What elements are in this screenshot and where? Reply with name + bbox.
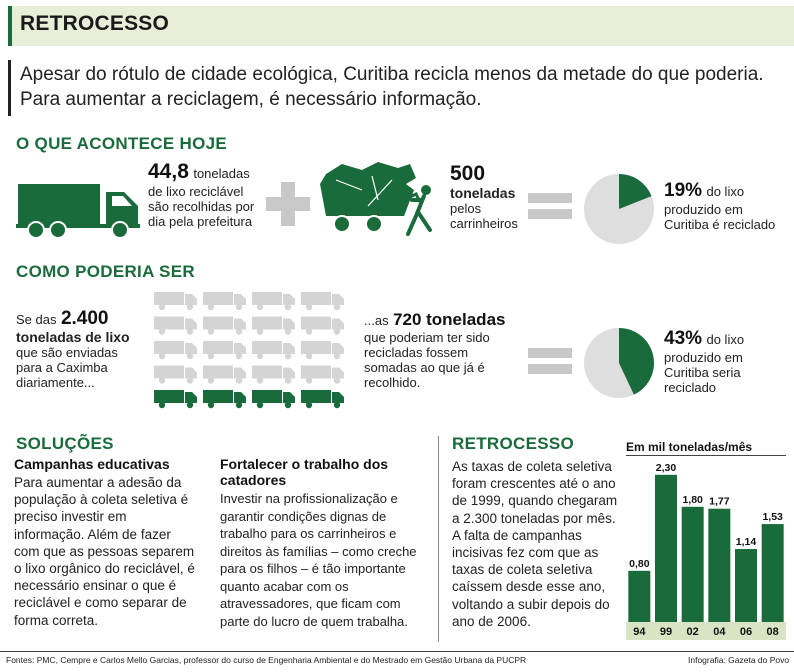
- today-pct-line-3: Curitiba é reciclado: [664, 217, 776, 232]
- x-tick-02: 02: [686, 626, 699, 638]
- retro-line-8: caíssem desde esse ano,: [452, 579, 606, 595]
- could-pct-line-1: do lixo: [706, 332, 745, 347]
- retro-line-4: a 2.300 toneladas por mês.: [452, 510, 616, 526]
- small-truck-icon-gray: [252, 341, 295, 359]
- could-b-line-1: ...as: [364, 313, 389, 328]
- could-b-line-4: somadas ao que já é: [364, 360, 485, 375]
- small-truck-icon-gray: [154, 292, 197, 310]
- could-b-value: 720 toneladas: [393, 310, 506, 329]
- small-truck-icon-gray: [203, 292, 246, 310]
- section-title-today: O QUE ACONTECE HOJE: [16, 134, 227, 153]
- today-cart-text: [450, 162, 540, 231]
- bar-94: [628, 571, 650, 622]
- solution-1-line-4: informação. Além de fazer: [14, 526, 171, 542]
- bar-02: [682, 507, 704, 622]
- could-a-text: [16, 308, 151, 390]
- retro-line-9: voltando a subir depois do: [452, 596, 610, 612]
- small-truck-icon-gray: [154, 341, 197, 359]
- could-a-line-5: diariamente...: [16, 375, 95, 390]
- small-truck-icon-gray: [203, 341, 246, 359]
- could-a-line-4: para a Caximba: [16, 360, 108, 375]
- could-pct-line-2: produzido em: [664, 350, 743, 365]
- solution-2-line-6: quanto acabar com os: [220, 578, 349, 594]
- cart-line-2: pelos: [450, 201, 482, 216]
- bar-99: [655, 475, 677, 622]
- solution-2-line-1: Investir na profissionalização e: [220, 491, 398, 506]
- solution-1-body: [14, 474, 214, 629]
- cart-line-3: carrinheiros: [450, 216, 518, 231]
- solution-1-line-5: com que as pessoas separem: [14, 543, 195, 559]
- bar-label-06: 1,14: [735, 536, 757, 549]
- solution-2-line-8: parte do lucro de quem trabalha.: [220, 613, 408, 629]
- garbage-truck-icon: [16, 176, 146, 240]
- small-truck-icon-green: [252, 390, 295, 408]
- section-title-retro: RETROCESSO: [452, 434, 575, 453]
- equals-icon: [528, 193, 572, 221]
- could-a-line-1: Se das: [16, 312, 57, 327]
- today-pct-line-2: produzido em: [664, 202, 743, 217]
- retro-line-3: de 1999, quando chegaram: [452, 493, 618, 509]
- solution-1-line-8: reciclável e como separar de: [14, 595, 187, 611]
- truck-line-2: de lixo reciclável: [148, 184, 244, 199]
- could-b-line-5: recolhido.: [364, 375, 421, 390]
- retro-line-1: As taxas de coleta seletiva: [452, 459, 612, 474]
- bar-label-08: 1,53: [762, 511, 783, 524]
- x-tick-08: 08: [766, 626, 779, 638]
- could-pct-line-4: reciclado: [664, 380, 717, 395]
- could-b-line-2: que poderiam ter sido: [364, 330, 490, 345]
- footer-rule: [0, 651, 794, 652]
- small-truck-icon-gray: [301, 317, 344, 335]
- footer-credit: Infografia: Gazeta do Povo: [688, 655, 790, 665]
- retro-line-7: taxas de coleta seletiva: [452, 562, 593, 578]
- retro-line-6: incisivas fez com que as: [452, 545, 599, 561]
- x-tick-94: 94: [633, 626, 646, 638]
- chart-title: Em mil toneladas/mês: [626, 440, 753, 454]
- truck-line-4: dia pela prefeitura: [148, 214, 253, 229]
- retro-line-2: foram crescentes até o ano: [452, 476, 616, 492]
- small-truck-icon-gray: [154, 317, 197, 335]
- cart-unit: toneladas: [450, 185, 516, 201]
- solution-1-line-3: preciso investir em: [14, 509, 127, 525]
- pie-chart-today: [582, 172, 656, 246]
- bar-chart: [626, 458, 786, 642]
- truck-grid: [152, 288, 348, 412]
- footer-sources: Fontes: PMC, Cempre e Carlos Mello Garcias, professor do curso de Engenharia Ambiental e do Mestrado em Gestão Urbana da PUCPR: [6, 655, 527, 665]
- solution-2-body: [220, 490, 430, 630]
- small-truck-icon-gray: [203, 366, 246, 384]
- solution-2-line-2: garantir condições dignas de: [220, 508, 387, 524]
- bar-label-94: 0,80: [629, 557, 650, 570]
- x-tick-06: 06: [739, 626, 753, 638]
- equals-icon-2: [528, 348, 572, 376]
- retro-body: [452, 458, 627, 630]
- cart-value: 500: [450, 162, 486, 185]
- solution-2-line-3: trabalho para os carrinheiros e: [220, 526, 397, 541]
- retro-line-10: ano de 2006.: [452, 613, 531, 629]
- solution-1-line-7: necessário ensinar o que é: [14, 578, 177, 594]
- solution-1-title: Campanhas educativas: [14, 456, 170, 472]
- bar-08: [762, 524, 784, 622]
- small-truck-icon-gray: [301, 341, 344, 359]
- recycling-cart-icon: [312, 160, 442, 244]
- intro-rule: [8, 60, 11, 116]
- solution-2-line-4: direitos às famílias – como creche: [220, 543, 417, 559]
- chart-title-rule: [626, 455, 786, 456]
- x-tick-99: 99: [659, 626, 673, 638]
- bar-label-02: 1,80: [682, 493, 703, 506]
- bar-04: [708, 509, 730, 622]
- x-tick-04: 04: [713, 626, 726, 638]
- could-a-line-2: toneladas de lixo: [16, 329, 130, 345]
- could-b-text: [364, 310, 524, 390]
- small-truck-icon-gray: [252, 317, 295, 335]
- small-truck-icon-gray: [252, 292, 295, 310]
- page-title: RETROCESSO: [20, 12, 170, 35]
- section-title-could: COMO PODERIA SER: [16, 262, 195, 281]
- could-a-line-3: que são enviadas: [16, 345, 118, 360]
- section-title-solutions: SOLUÇÕES: [16, 434, 114, 453]
- solution-2-line-7: atravessadores, que ficam com: [220, 596, 401, 611]
- could-pct-text: [664, 328, 794, 395]
- solution-1-line-9: forma correta.: [14, 612, 99, 628]
- small-truck-icon-gray: [301, 292, 344, 310]
- pie-chart-could: [582, 326, 656, 400]
- column-divider: [438, 436, 439, 642]
- today-pct-line-1: do lixo: [706, 184, 745, 199]
- small-truck-icon-green: [154, 390, 197, 408]
- truck-line-3: são recolhidas por: [148, 199, 255, 214]
- truck-unit: toneladas: [193, 166, 250, 181]
- solution-col-2: [220, 456, 430, 630]
- could-pct-value: 43%: [664, 328, 703, 349]
- could-b-line-3: recicladas fossem: [364, 345, 469, 360]
- solution-1-line-2: população à coleta seletiva é: [14, 492, 189, 508]
- retro-line-5: A falta de campanhas: [452, 527, 582, 543]
- solution-2-title-line-1: Fortalecer o trabalho dos: [220, 456, 389, 472]
- solution-2-title-line-2: catadores: [220, 472, 287, 488]
- plus-icon: [266, 182, 310, 226]
- truck-value: 44,8: [148, 160, 189, 183]
- small-truck-icon-gray: [154, 366, 197, 384]
- today-pct-text: [664, 180, 794, 232]
- solution-2-line-5: para os filhos – é tão importante: [220, 561, 406, 576]
- small-truck-icon-green: [301, 390, 344, 408]
- bar-label-99: 2,30: [655, 461, 677, 474]
- bar-label-04: 1,77: [709, 495, 730, 508]
- solution-1-line-1: Para aumentar a adesão da: [14, 475, 182, 490]
- today-truck-text: [148, 160, 273, 229]
- bar-06: [735, 549, 757, 622]
- could-a-value: 2.400: [60, 308, 109, 329]
- solution-col-1: [14, 456, 214, 629]
- small-truck-icon-gray: [203, 317, 246, 335]
- could-pct-line-3: Curitiba seria: [664, 365, 741, 380]
- today-pct-value: 19%: [664, 180, 703, 201]
- small-truck-icon-gray: [301, 366, 344, 384]
- small-truck-icon-green: [203, 390, 246, 408]
- small-truck-icon-gray: [252, 366, 295, 384]
- solution-1-line-6: o lixo orgânico do reciclável, é: [14, 561, 195, 577]
- intro-text: Apesar do rótulo de cidade ecológica, Curitiba recicla menos da metade do que poderia. Para aumentar a reciclagem, é necessário informação.: [20, 64, 764, 110]
- x-axis-band: [626, 622, 786, 640]
